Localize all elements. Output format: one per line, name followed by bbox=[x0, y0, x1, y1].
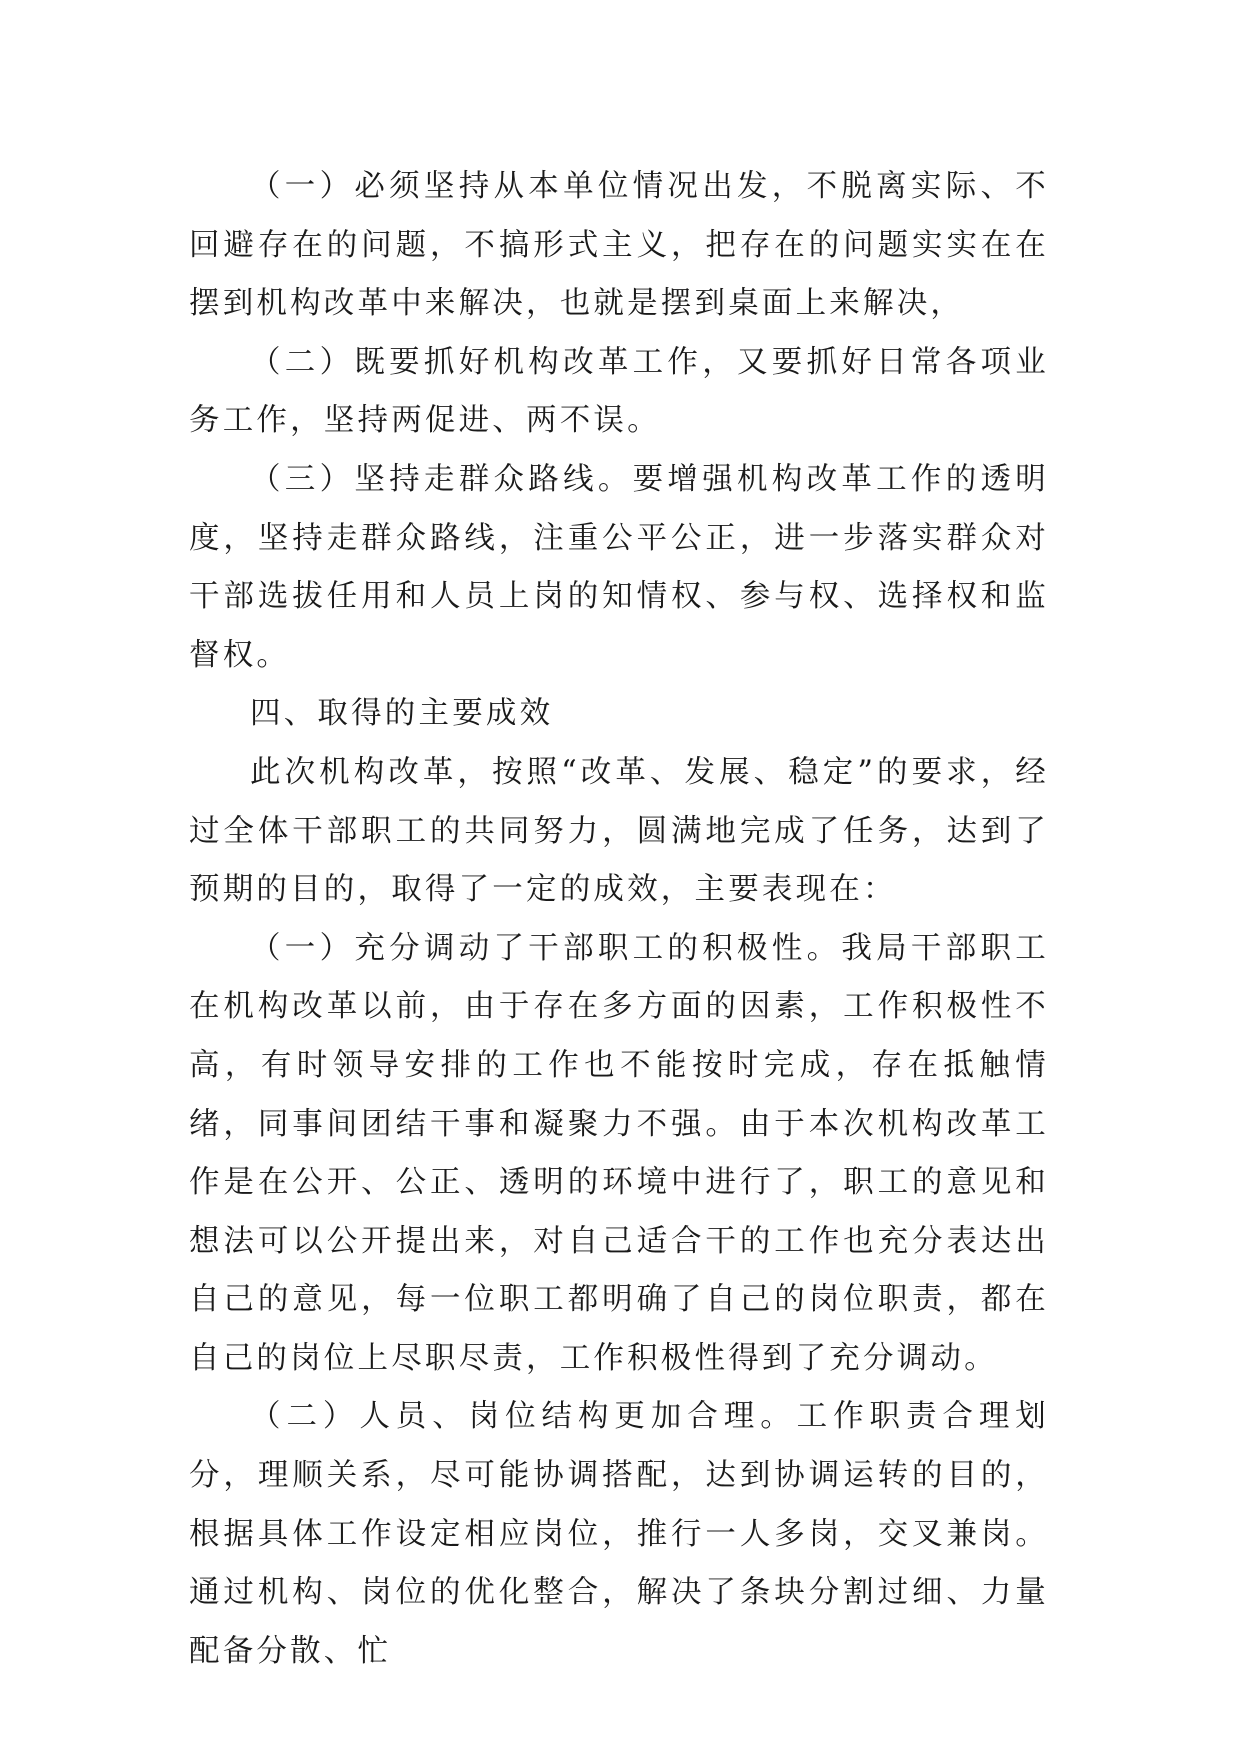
paragraph-results-intro: 此次机构改革，按照“改革、发展、稳定”的要求，经过全体干部职工的共同努力，圆满地完成了任务，达到了预期的目的，取得了一定的成效，主要表现在： bbox=[189, 754, 1049, 908]
paragraph-result-1: （一）充分调动了干部职工的积极性。我局干部职工在机构改革以前，由于存在多方面的因素，工作积极性不高，有时领导安排的工作也不能按时完成，存在抵触情绪，同事间团结干事和凝聚力不强。由于本次机构改革工作是在公开、公正、透明的环境中进行了，职工的意见和想法可以公开提出来，对自己适合干的工作也充分表达出自己的意见，每一位职工都明确了自己的岗位职责，都在自己的岗位上尽职尽责，工作积极性得到了充分调动。 bbox=[189, 930, 1049, 1376]
section-heading-results: 四、取得的主要成效 bbox=[250, 696, 554, 732]
paragraph-principle-2: （二）既要抓好机构改革工作，又要抓好日常各项业务工作，坚持两促进、两不误。 bbox=[189, 344, 1049, 439]
paragraph-principle-1: （一）必须坚持从本单位情况出发，不脱离实际、不回避存在的问题，不搞形式主义，把存在的问题实实在在摆到机构改革中来解决，也就是摆到桌面上来解决， bbox=[189, 169, 1049, 322]
paragraph-principle-3: （三）坚持走群众路线。要增强机构改革工作的透明度，坚持走群众路线，注重公平公正，进一步落实群众对干部选拔任用和人员上岗的知情权、参与权、选择权和监督权。 bbox=[189, 461, 1049, 673]
document-body bbox=[189, 158, 1049, 1681]
paragraph-result-2: （二）人员、岗位结构更加合理。工作职责合理划分，理顺关系，尽可能协调搭配，达到协调运转的目的，根据具体工作设定相应岗位，推行一人多岗，交叉兼岗。通过机构、岗位的优化整合，解决了条块分割过细、力量配备分散、忙 bbox=[189, 1399, 1049, 1669]
